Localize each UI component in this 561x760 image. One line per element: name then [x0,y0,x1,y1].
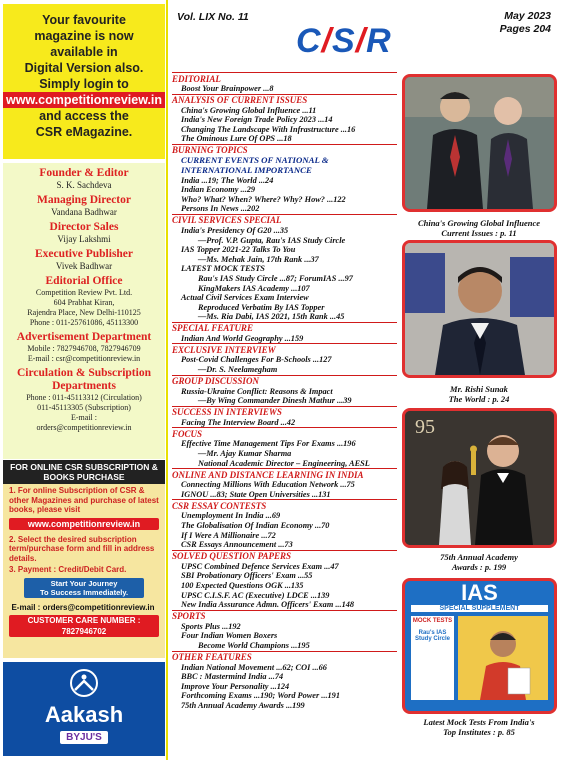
aakash-byjus-ad [3,662,165,756]
xi-putin-photo [402,74,557,212]
care-number: 7827946702 [61,627,107,636]
circulation-heading: Circulation & Subscription Departments [17,367,151,392]
toc-section-heading: OTHER FEATURES [172,651,397,663]
toc-entry: CSR Essays Announcement ...73 [181,540,293,550]
promo-text: magazine is now [34,29,134,43]
toc-entry: BBC : Mastermind India ...74 [181,672,284,682]
toc-section-heading: GROUP DISCUSSION [172,375,397,387]
logo-letter: S [332,22,356,60]
toc-entry: China's Growing Global Influence ...11 [181,105,317,115]
toc-entry: Indian Economy ...29 [181,185,255,195]
caption-sunak [398,384,560,404]
caption-text: Latest Mock Tests From India's [423,717,535,727]
toc-section-heading: ONLINE AND DISTANCE LEARNING IN INDIA [172,468,397,480]
toc-entry: Facing The Interview Board ...42 [181,417,296,427]
toc-entry: Sports Plus ...192 [181,621,241,631]
promo-text: CSR eMagazine. [35,125,133,139]
toc-entry: Persons In News ...202 [181,204,260,214]
founder-heading: Founder & Editor [39,167,129,179]
caption-mock-tests [398,717,560,737]
md-heading: Managing Director [36,194,131,206]
caption-china [398,218,560,238]
toc-subheading: CURRENT EVENTS OF NATIONAL & [181,154,329,165]
aakash-wordmark: Aakash [44,702,124,727]
subscription-box [3,460,165,658]
toc-entry: LATEST MOCK TESTS [181,264,265,274]
journey-text: Start Your Journey [50,578,118,588]
contact-line: 011-45113305 (Subscription) [37,403,131,412]
office-heading: Editorial Office [45,275,123,287]
publisher-name: Vivek Badhwar [55,261,113,271]
subscription-heading: FOR ONLINE CSR SUBSCRIPTION & BOOKS PURCHASE [3,460,165,484]
promo-text: available in [50,45,118,59]
mock-tests-label: MOCK TESTS [412,618,453,624]
caption-text: Awards : p. 199 [451,562,507,572]
masthead [172,0,561,70]
logo-letter: C [296,22,322,60]
toc-entry: UPSC C.I.S.F. AC (Executive) LDCE ...139 [181,590,330,600]
toc-entry: Improve Your Personality ...124 [181,681,290,691]
toc-entry: National Academic Director – Engineering, AESL [198,458,370,468]
academy-awards-photo [402,408,557,548]
sales-heading: Director Sales [49,221,119,233]
toc-entry: Who? What? When? Where? Why? How? ...122 [181,194,346,204]
toc-section-heading: SPECIAL FEATURE [172,322,397,334]
toc-entry: 100 Expected Questions OGK ...135 [181,580,304,590]
toc-section-heading: CIVIL SERVICES SPECIAL [172,214,397,226]
toc-entry: Indian National Movement ...62; COI ...66 [181,662,327,672]
toc-entry: The Ominous Lure Of OPS ...18 [181,134,292,144]
toc-entry: —By Wing Commander Dinesh Mathur ...39 [198,396,352,406]
toc-entry: Unemployment In India ...69 [181,511,281,521]
address-line: 604 Prabhat Kiran, [53,298,115,307]
toc-section-heading: FOCUS [172,427,397,439]
rishi-sunak-photo [402,240,557,378]
promo-text: Your favourite [42,13,126,27]
toc-entry: —Prof. V.P. Gupta, Rau's IAS Study Circle [198,235,346,245]
caption-text: 75th Annual Academy [440,552,518,562]
contact-line: E-mail : [71,413,97,422]
toc-entry: India's Presidency Of G20 ...35 [181,225,289,235]
toc-entry: Changing The Landscape With Infrastructure ...16 [181,124,356,134]
toc-entry: Connecting Millions With Education Network ...75 [181,480,355,490]
orders-email[interactable]: E-mail : orders@competitionreview.in [11,602,155,612]
toc-entry: India's New Foreign Trade Policy 2023 ...14 [181,115,333,125]
toc-entry: IAS Topper 2021-22 Talks To You [181,245,296,255]
contact-line: Mobile : 7827946708, 7827946709 [27,344,141,353]
subscription-url-link[interactable]: www.competitionreview.in [9,518,159,530]
advert-heading: Advertisement Department [16,331,152,343]
ias-cover-band: SPECIAL SUPPLEMENT [411,605,548,612]
toc-section-heading: EDITORIAL [172,72,397,84]
caption-text: Mr. Rishi Sunak [450,384,508,394]
csr-logo: C/S/R [296,22,392,60]
toc-entry: IGNOU ...83; State Open Universities ...131 [181,489,331,499]
toc-section-heading: EXCLUSIVE INTERVIEW [172,343,397,355]
table-of-contents [172,72,397,711]
caption-awards [398,552,560,572]
promo-text: and access the [39,109,129,123]
sunak-photo-illustration [405,243,554,375]
toc-entry: India ...19; The World ...24 [181,175,274,185]
toc-entry: —Ms. Ria Dabi, IAS 2021, 15th Rank ...45 [198,312,345,322]
toc-entry: If I Were A Millionaire ...72 [181,530,276,540]
toc-subheading: INTERNATIONAL IMPORTANCE [181,164,312,175]
toc-entry: Effective Time Management Tips For Exams ...196 [181,439,356,449]
caption-text: China's Growing Global Influence [417,218,541,228]
start-journey-banner [24,578,144,598]
ias-supplement-cover [402,578,557,714]
promo-url-link[interactable]: www.competitionreview.in [3,92,165,108]
subscription-step: 2. Select the desired subscription term/purchase form and fill in address details. [9,534,155,563]
sales-name: Vijay Lakshmi [57,234,111,244]
founder-name: S. K. Sachdeva [56,180,112,190]
toc-entry: Russia-Ukraine Conflict: Reasons & Impact [181,386,333,396]
toc-entry: —Mr. Ajay Kumar Sharma [198,449,292,459]
journey-text: To Success Immediately. [39,587,129,597]
toc-section-heading: SUCCESS IN INTERVIEWS [172,406,397,418]
address-line: Competition Review Pvt. Ltd. [35,288,133,297]
logo-letter: R [366,22,392,60]
office-address [3,288,165,328]
volume-number: Vol. LIX No. 11 [177,11,249,23]
toc-section-heading: SPORTS [172,610,397,622]
toc-section-heading: BURNING TOPICS [172,144,397,156]
promo-text: Simply login to [39,77,129,91]
subscription-step: 1. For online Subscription of CSR & other Magazines and purchase of latest books, please visit [9,486,159,514]
toc-entry: Indian And World Geography ...159 [181,333,304,343]
customer-care-box [9,615,159,637]
toc-entry: Boost Your Brainpower ...8 [181,84,274,93]
toc-entry: SBI Probationary Officers' Exam ...55 [181,571,313,581]
byjus-badge: BYJU'S [60,731,108,744]
toc-entry: —Dr. S. Neelamegham [198,365,278,375]
md-name: Vandana Badhwar [51,207,117,217]
subscription-step: 3. Payment : Credit/Debit Card. [9,565,127,574]
toc-entry: New India Assurance Admn. Officers' Exam ...148 [181,600,355,610]
contact-line: orders@competitionreview.in [36,423,132,432]
advert-contact [3,344,165,364]
masthead-staff-box [3,163,165,459]
toc-entry: Rau's IAS Study Circle ...87; ForumIAS ...97 [198,273,353,283]
contact-line: E-mail : csr@competitionreview.in [27,354,141,363]
ias-cover-person-image [458,616,548,700]
toc-section-heading: ANALYSIS OF CURRENT ISSUES [172,94,397,106]
care-label: CUSTOMER CARE NUMBER : [27,616,141,625]
toc-entry: The Globalisation Of Indian Economy ...70 [181,521,330,530]
caption-text: The World : p. 24 [448,394,510,404]
caption-text: Current Issues : p. 11 [441,228,517,238]
toc-entry: UPSC Combined Defence Services Exam ...47 [181,561,339,571]
ias-cover-title: IAS [461,580,498,605]
address-line: Phone : 011-25761086, 45113300 [29,318,139,327]
toc-entry: Forthcoming Exams ...190; Word Power ...191 [181,691,340,701]
toc-entry: Become World Champions ...195 [198,640,310,650]
toc-entry: —Ms. Mehak Jain, 17th Rank ...37 [198,254,319,264]
toc-section-heading: CSR ESSAY CONTESTS [172,499,397,511]
toc-section-heading: SOLVED QUESTION PAPERS [172,550,397,562]
publisher-heading: Executive Publisher [34,248,134,260]
contact-line: Phone : 011-45113312 (Circulation) [26,393,142,402]
ias-cover-mock-list [411,616,454,700]
promo-text: Digital Version also. [24,61,144,75]
toc-entry: Four Indian Women Boxers [181,631,278,641]
svg-text:95: 95 [415,416,435,438]
person-illustration [458,616,548,700]
toc-entry: Reproduced Verbatim By IAS Topper [198,302,325,312]
toc-entry: 75th Annual Academy Awards ...199 [181,700,305,710]
institute-label: Rau's IAS Study Circle [414,630,450,642]
issue-pages: Pages 204 [499,23,551,35]
caption-text: Top Institutes : p. 85 [443,727,515,737]
issue-date [500,10,551,36]
digital-version-promo [3,4,165,159]
toc-entry: KingMakers IAS Academy ...107 [198,283,310,293]
aakash-logo-icon [66,668,102,698]
issue-month: May 2023 [504,10,551,22]
toc-entry: Actual Civil Services Exam Interview [181,293,309,303]
circulation-contact [3,393,165,433]
oscars-photo-illustration [405,411,554,545]
leaders-photo-illustration [405,77,554,209]
address-line: Rajendra Place, New Delhi-110125 [27,308,141,317]
toc-entry: Post-Covid Challenges For B-Schools ...127 [181,355,332,365]
left-sidebar [0,0,168,760]
